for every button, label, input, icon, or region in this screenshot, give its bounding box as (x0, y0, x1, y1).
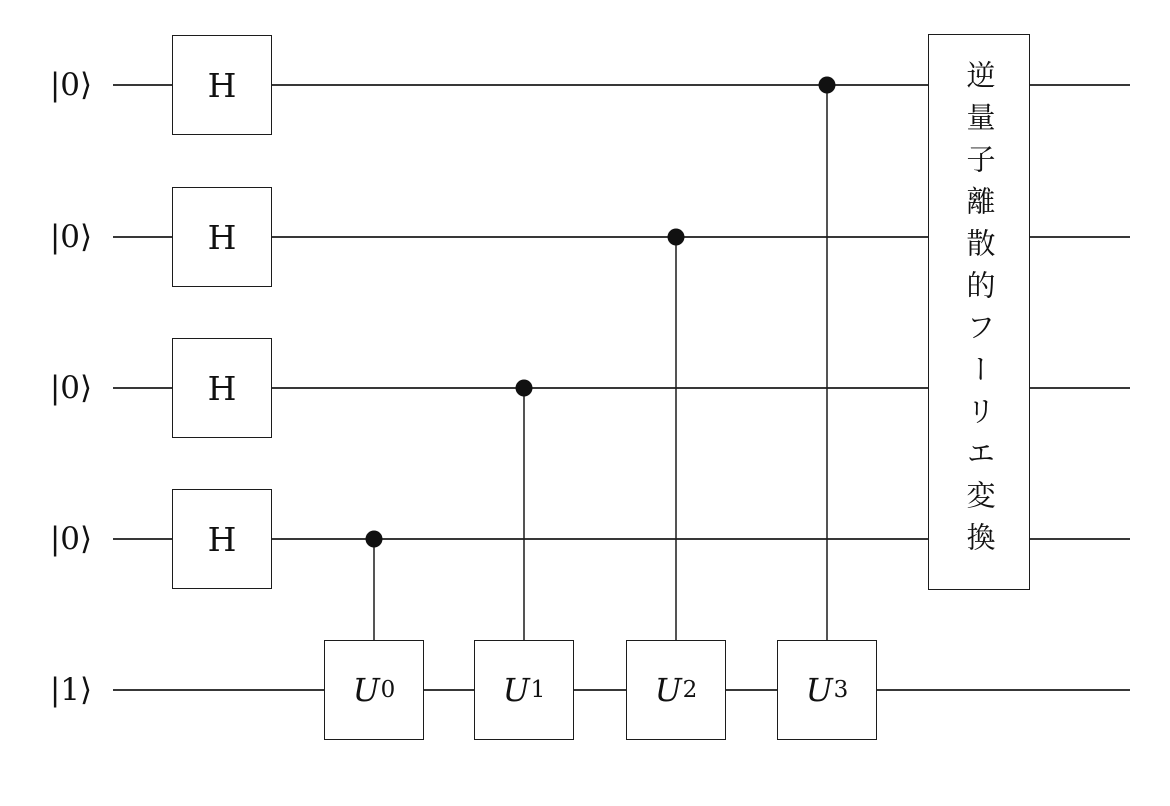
qubit-label: |0⟩ (49, 370, 93, 406)
u-gate-label: U (352, 671, 380, 709)
hadamard-gate (172, 338, 272, 438)
controlled-u-gate: U 1 (474, 640, 574, 740)
inverse-qft-box (928, 34, 1030, 590)
control-dot (366, 531, 383, 548)
control-dot (668, 229, 685, 246)
qubit-label: |1⟩ (49, 672, 93, 708)
hadamard-gate (172, 187, 272, 287)
controlled-u-gate: U 3 (777, 640, 877, 740)
inverse-qft-label: 逆量子離散的フーリエ変換 (962, 60, 997, 564)
qubit-label: |0⟩ (49, 67, 93, 103)
control-dot (516, 380, 533, 397)
controlled-u-gate: U 2 (626, 640, 726, 740)
control-dot (819, 77, 836, 94)
hadamard-gate-label: H (207, 65, 237, 105)
qubit-label: |0⟩ (49, 521, 93, 557)
u-gate-label: U (654, 671, 682, 709)
qubit-label: |0⟩ (49, 219, 93, 255)
hadamard-gate-label: H (207, 217, 237, 257)
hadamard-gate (172, 35, 272, 135)
hadamard-gate-label: H (207, 519, 237, 559)
u-gate-label: U (502, 671, 530, 709)
u-gate-label: U (805, 671, 833, 709)
hadamard-gate-label: H (207, 368, 237, 408)
controlled-u-gate: U 0 (324, 640, 424, 740)
hadamard-gate (172, 489, 272, 589)
